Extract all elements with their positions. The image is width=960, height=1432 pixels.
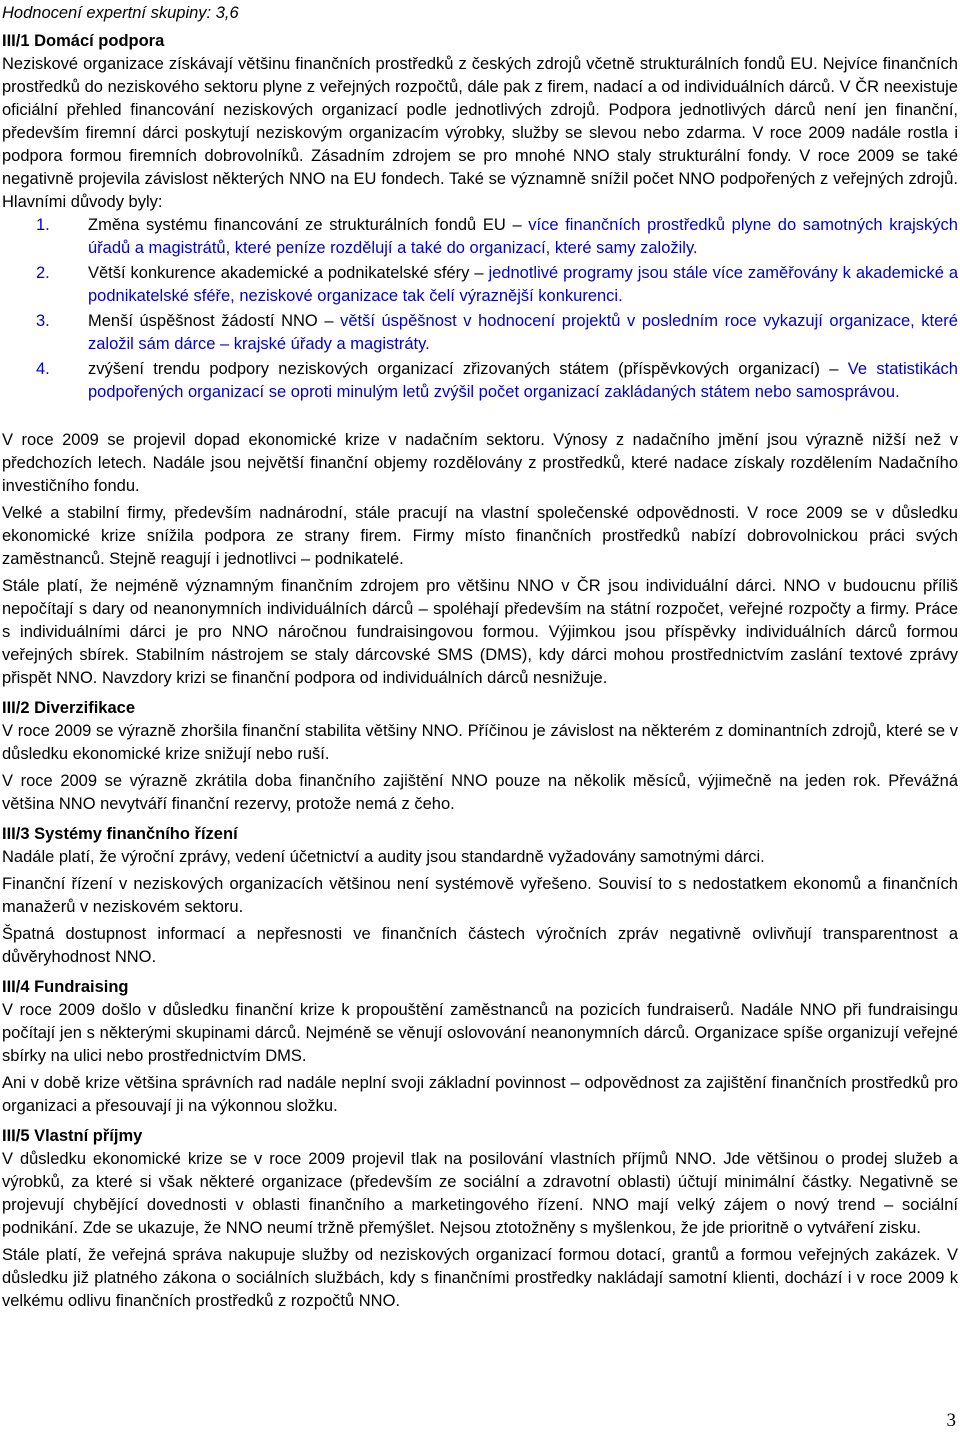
causes-list: [2, 214, 958, 404]
section-heading-own-income: III/5 Vlastní příjmy: [2, 1127, 143, 1145]
effect-text: větší úspěšnost v hodnocení projektů v posledním roce vykazují organizace, které založil sám dárce – krajské úřady a magistráty.: [88, 312, 958, 353]
paragraph: Finanční řízení v neziskových organizacích většinou není systémově vyřešeno. Souvisí to s nedostatkem ekonomů a finančních manažerů v neziskovém sektoru.: [2, 875, 958, 916]
list-item: [2, 358, 958, 404]
paragraph: Nadále platí, že výroční zprávy, vedení účetnictví a audity jsou standardně vyžadovány samotnými dárci.: [2, 848, 765, 866]
cause-text: zvýšení trendu podpory neziskových organizací zřizovaných státem (příspěvkových organizací) –: [88, 360, 848, 378]
page-number: 3: [946, 1410, 956, 1431]
list-text: [88, 214, 958, 260]
section-financial-management: [2, 823, 958, 969]
list-text: [88, 310, 958, 356]
document-page: [2, 0, 958, 1313]
paragraph: V roce 2009 se projevil dopad ekonomické krize v nadačním sektoru. Výnosy z nadačního jmění jsou výrazně nižší než v předchozích letech. Nadále jsou největší finanční objemy rozdělovány z prostředků, které nadace získaly rozdělením Nadačního investičního fondu.: [2, 431, 958, 495]
section-heading-diversification: III/2 Diverzifikace: [2, 699, 135, 717]
list-text: [88, 262, 958, 308]
paragraph: Ani v době krize většina správních rad nadále neplní svoji základní povinnost – odpovědnost za zajištění finančních prostředků pro organizaci a přesouvají ji na výkonnou složku.: [2, 1074, 958, 1115]
paragraph: V roce 2009 se výrazně zhoršila finanční stabilita většiny NNO. Příčinou je závislost na některém z dominantních zdrojů, které se v důsledku ekonomické krize snižují nebo ruší.: [2, 722, 958, 763]
section-fundraising: [2, 976, 958, 1118]
effect-text: jednotlivé programy jsou stále více zaměřovány k akademické a podnikatelské sféře, neziskové organizace tak čelí výraznější konkurenci.: [88, 264, 958, 305]
list-item: [2, 310, 958, 356]
section-heading-financial-management: III/3 Systémy finančního řízení: [2, 825, 238, 843]
section-body: [2, 429, 958, 690]
paragraph: Neziskové organizace získávají většinu finančních prostředků z českých zdrojů včetně strukturálních fondů EU. Nejvíce finančních prostředků do neziskového sektoru plyne z veřejných rozpočtů, dále pak z firem, nadací a od individuálních dárců. V ČR neexistuje oficiální přehled financování neziskových organizací podle jednotlivých zdrojů. Podpora jednotlivých dárců není jen finanční, především firemní dárci poskytují neziskovým organizacím výrobky, služby se slevou nebo zdarma. V roce 2009 nadále rostla i podpora formou firemních dobrovolníků. Zásadním zdrojem se pro mnohé NNO staly strukturální fondy. V roce 2009 se také negativně projevila závislost některých NNO na EU fondech. Také se významně snížil počet NNO podpořených z veřejných zdrojů. Hlavními důvody byly:: [2, 55, 958, 211]
list-number: 4.: [36, 360, 50, 378]
effect-text: více finančních prostředků plyne do samotných krajských úřadů a magistrátů, které peníze rozdělují a také do organizací, které samy založily.: [88, 216, 958, 257]
paragraph: Velké a stabilní firmy, především nadnárodní, stále pracují na vlastní společenské odpovědnosti. V roce 2009 se v důsledku ekonomické krize snížila podpora ze strany firem. Firmy místo finančních prostředků nabízí dobrovolnickou práci svých zaměstnanců. Stejně reagují i jednotlivci – podnikatelé.: [2, 504, 958, 568]
list-number: 3.: [36, 312, 50, 330]
cause-text: Menší úspěšnost žádostí NNO –: [88, 312, 341, 330]
section-diversification: [2, 697, 958, 816]
section-own-income: [2, 1125, 958, 1313]
paragraph: Špatná dostupnost informací a nepřesnosti ve finančních částech výročních zpráv negativně ovlivňují transparentnost a důvěryhodnost NNO.: [2, 925, 958, 966]
section-heading-fundraising: III/4 Fundraising: [2, 978, 129, 996]
paragraph: Stále platí, že veřejná správa nakupuje služby od neziskových organizací formou dotací, grantů a formou veřejných zakázek. V důsledku již platného zákona o sociálních službách, kdy s finančními prostředky nakládají samotní klienti, dochází i v roce 2009 k velkému odlivu finančních prostředků z rozpočtů NNO.: [2, 1246, 958, 1310]
paragraph: V roce 2009 došlo v důsledku finanční krize k propouštění zaměstnanců na pozicích fundraiserů. Nadále NNO při fundraisingu počítají jen s některými skupinami dárců. Nejméně se věnují oslovování neanonymních dárců. Organizace spíše organizují veřejné sbírky na ulici nebo prostřednictvím DMS.: [2, 1001, 958, 1065]
paragraph: V roce 2009 se výrazně zkrátila doba finančního zajištění NNO pouze na několik měsíců, výjimečně na jeden rok. Převážná většina NNO nevytváří finanční rezervy, protože nemá z čeho.: [2, 772, 958, 813]
paragraph: V důsledku ekonomické krize se v roce 2009 projevil tlak na posilování vlastních příjmů NNO. Jde většinou o prodej služeb a výrobků, za které si však některé organizace (především ze sociální a zdravotní oblasti) účtují minimální částky. Negativně se projevují chybějící dovednosti v oblasti finančního a marketingového řízení. NNO mají velký zájem o nový trend – sociální podnikání. Zde se ukazuje, že NNO neumí tržně přemýšlet. Nejsou ztotožněny s myšlenkou, že jde prioritně o vytváření zisku.: [2, 1150, 958, 1237]
section-heading-domestic-support: III/1 Domácí podpora: [2, 32, 165, 50]
list-number: 1.: [36, 216, 50, 234]
list-item: [2, 262, 958, 308]
paragraph: Stále platí, že nejméně významným finančním zdrojem pro většinu NNO v ČR jsou individuální dárci. NNO v budoucnu příliš nepočítají s dary od neanonymních individuálních dárců – spoléhají především na státní rozpočet, veřejné rozpočty a firmy. Práce s individuálními dárci je pro NNO náročnou fundraisingovou formou. Výjimkou jsou příspěvky individuálních dárců formou veřejných sbírek. Stabilním nástrojem se staly dárcovské SMS (DMS), kdy dárci mohou prostřednictvím zaslání textové zprávy přispět NNO. Navzdory krizi se finanční podpora od individuálních dárců nesnižuje.: [2, 577, 958, 687]
effect-text: Ve statistikách podpořených organizací se oproti minulým letů zvýšil počet organizací zakládaných státem nebo samosprávou.: [88, 360, 958, 401]
expert-rating: Hodnocení expertní skupiny: 3,6: [2, 4, 239, 22]
list-item: [2, 214, 958, 260]
cause-text: Větší konkurence akademické a podnikatelské sféry –: [88, 264, 489, 282]
list-text: [88, 358, 958, 404]
cause-text: Změna systému financování ze strukturálních fondů EU –: [88, 216, 529, 234]
list-number: 2.: [36, 264, 50, 282]
